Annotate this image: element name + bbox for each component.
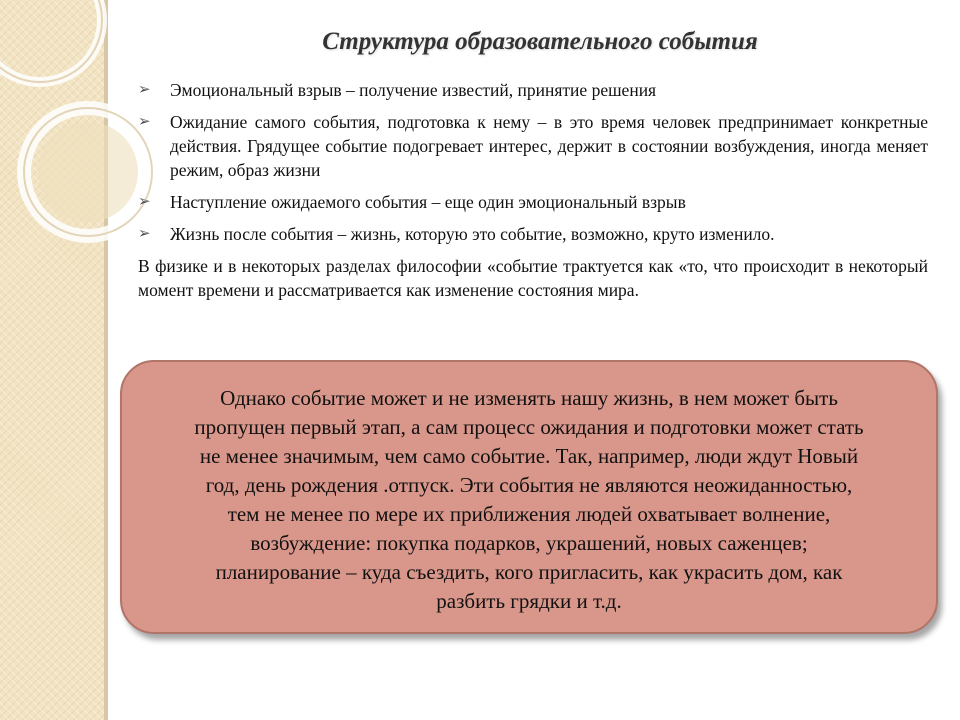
definition-paragraph: В физике и в некоторых разделах философии «событие трактуется как «то, что происходит в некоторый момент времени и рассматривается как изменение состояния мира. [138, 256, 928, 300]
bullet-text: Ожидание самого события, подготовка к нему – в это время человек предпринимает конкретные действия. Грядущее событие подогревает интерес, держит в состоянии возбуждения, иногда меняет режим, образ жизни [170, 112, 928, 180]
bullet-item [138, 222, 928, 246]
arrow-bullet-icon: ➢ [138, 194, 151, 210]
bullet-text: Жизнь после события – жизнь, которую это событие, возможно, круто изменило. [170, 224, 775, 244]
bullet-list [138, 78, 928, 246]
arrow-bullet-icon: ➢ [138, 82, 151, 98]
slide-title: Структура образовательного события [322, 28, 758, 55]
decorative-rings-icon [0, 0, 160, 260]
arrow-bullet-icon: ➢ [138, 114, 151, 130]
bullet-text: Наступление ожидаемого события – еще один эмоциональный взрыв [170, 192, 686, 212]
bullet-item [138, 78, 928, 102]
callout-box: Однако событие может и не изменять нашу жизнь, в нем может быть пропущен первый этап, а сам процесс ожидания и подготовки может стать не менее значимым, чем само событие. Так, например, люди ждут Новый год, день рождения .отпуск. Эти события не являются неожиданностью, тем не менее по мере их приближения людей охватывает волнение, возбуждение: покупка подарков, украшений, новых саженцев; планирование – куда съездить, кого пригласить, как украсить дом, как разбить грядки и т.д. [120, 360, 938, 634]
arrow-bullet-icon: ➢ [138, 226, 151, 242]
bullet-item [138, 110, 928, 182]
slide-content [138, 78, 928, 302]
bullet-item [138, 190, 928, 214]
bullet-text: Эмоциональный взрыв – получение известий, принятие решения [170, 80, 657, 100]
